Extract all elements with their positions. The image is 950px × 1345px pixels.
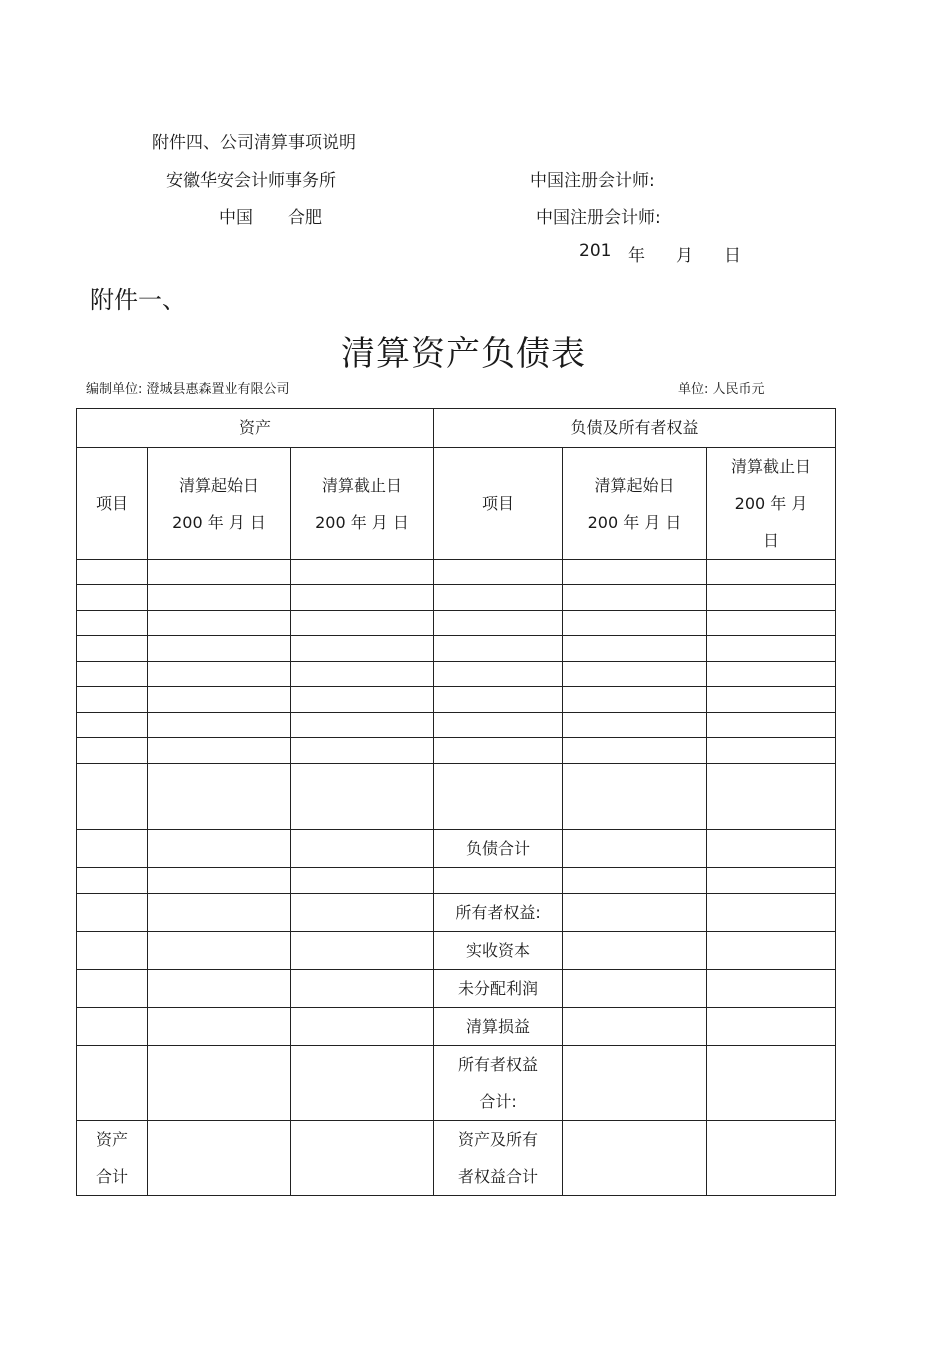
total-equity-line2: 合计: bbox=[479, 1092, 517, 1111]
liab-start-label: 清算起始日 bbox=[594, 475, 675, 495]
date-month-char: 月 bbox=[676, 246, 693, 266]
cpa-signature-label-2: 中国注册会计师: bbox=[536, 208, 661, 228]
firm-name: 安徽华安会计师事务所 bbox=[166, 171, 336, 191]
table-row bbox=[77, 636, 836, 662]
owners-equity-label: 所有者权益: bbox=[434, 894, 563, 932]
assets-end-date: 200 年 月 日 bbox=[315, 512, 409, 532]
liab-end-label: 清算截止日 bbox=[731, 457, 812, 476]
liquidation-balance-sheet bbox=[76, 408, 836, 1196]
total-assets-label bbox=[77, 1121, 148, 1196]
liquidation-pl-label: 清算损益 bbox=[434, 1008, 563, 1046]
liab-start-date-header bbox=[563, 448, 707, 560]
cpa-signature-label-1: 中国注册会计师: bbox=[530, 171, 655, 191]
undistributed-profit-label: 未分配利润 bbox=[434, 970, 563, 1008]
table-row bbox=[77, 611, 836, 636]
table-row bbox=[77, 764, 836, 830]
total-liab-equity-line2: 者权益合计 bbox=[458, 1167, 539, 1186]
total-liabilities-label: 负债合计 bbox=[434, 830, 563, 868]
table-row bbox=[77, 932, 836, 970]
liab-end-date-day: 日 bbox=[763, 531, 780, 550]
liab-item-header: 项目 bbox=[434, 448, 563, 560]
assets-start-date-header bbox=[148, 448, 291, 560]
table-row bbox=[77, 1046, 836, 1121]
liab-end-date: 200 年 月 bbox=[734, 494, 808, 513]
attachment-four-note: 附件四、公司清算事项说明 bbox=[152, 133, 356, 153]
table-row bbox=[77, 738, 836, 764]
table-row bbox=[77, 585, 836, 611]
date-year-char: 年 bbox=[628, 246, 645, 266]
total-assets-line1: 资产 bbox=[95, 1130, 128, 1149]
paid-in-capital-label: 实收资本 bbox=[434, 932, 563, 970]
table-row bbox=[77, 687, 836, 713]
total-equity-line1: 所有者权益 bbox=[458, 1055, 539, 1074]
date-year: 201 bbox=[579, 241, 612, 261]
total-assets-line2: 合计 bbox=[95, 1167, 128, 1186]
table-row bbox=[77, 894, 836, 932]
country: 中国 bbox=[219, 208, 253, 228]
assets-start-date: 200 年 月 日 bbox=[172, 512, 266, 532]
attachment-one-heading: 附件一、 bbox=[90, 286, 186, 314]
table-row bbox=[77, 830, 836, 868]
date-day-char: 日 bbox=[724, 246, 741, 266]
currency-unit: 单位: 人民币元 bbox=[678, 382, 765, 397]
total-liab-equity-line1: 资产及所有 bbox=[458, 1130, 539, 1149]
table-row bbox=[77, 970, 836, 1008]
assets-header: 资产 bbox=[77, 409, 434, 448]
table-row bbox=[77, 1121, 836, 1196]
table-row bbox=[77, 662, 836, 687]
liab-start-date: 200 年 月 日 bbox=[587, 512, 682, 532]
city: 合肥 bbox=[288, 208, 322, 228]
table-row bbox=[77, 868, 836, 894]
liab-end-date-header bbox=[707, 448, 836, 560]
assets-start-label: 清算起始日 bbox=[178, 475, 259, 495]
total-equity-label bbox=[434, 1046, 563, 1121]
compiler-unit: 编制单位: 澄城县惠森置业有限公司 bbox=[86, 382, 290, 397]
assets-end-date-header bbox=[291, 448, 434, 560]
liabilities-equity-header: 负债及所有者权益 bbox=[434, 409, 836, 448]
total-liab-equity-label bbox=[434, 1121, 563, 1196]
table-row bbox=[77, 713, 836, 738]
assets-end-label: 清算截止日 bbox=[322, 475, 403, 495]
table-row bbox=[77, 1008, 836, 1046]
document-title: 清算资产负债表 bbox=[341, 334, 586, 374]
table-row bbox=[77, 560, 836, 585]
assets-item-header: 项目 bbox=[77, 448, 148, 560]
